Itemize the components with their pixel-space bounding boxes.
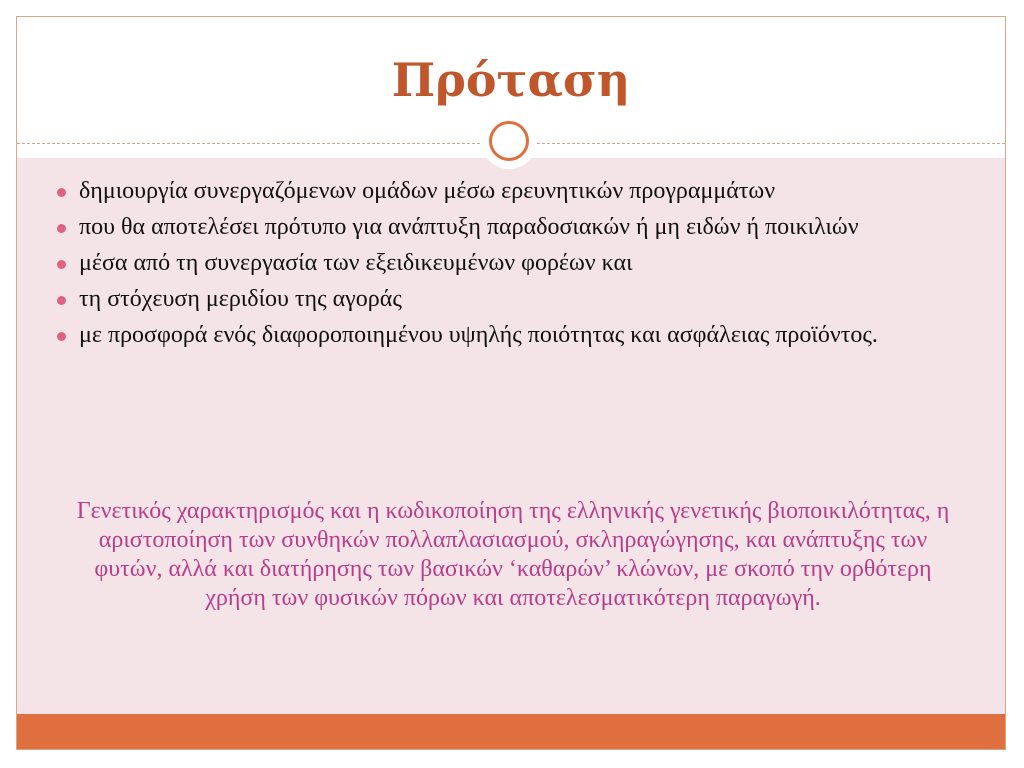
bullet-dot-icon (57, 332, 66, 341)
bullet-dot-icon (57, 188, 66, 197)
bullet-item (53, 285, 953, 313)
bullet-text: δημιουργία συνεργαζόμενων ομάδων μέσω ερευνητικών προγραμμάτων (79, 178, 776, 204)
bullet-dot-icon (57, 260, 66, 269)
bullet-text: μέσα από τη συνεργασία των εξειδικευμένων φορέων και (79, 250, 633, 276)
ring-ornament-icon (481, 113, 537, 169)
bullet-item (53, 177, 953, 205)
bullet-text: τη στόχευση μεριδίου της αγοράς (79, 286, 402, 312)
bullet-item (53, 213, 953, 241)
footer-bar (17, 714, 1005, 749)
bullet-dot-icon (57, 296, 66, 305)
highlight-paragraph: Γενετικός χαρακτηρισμός και η κωδικοποίηση της ελληνικής γενετικής βιοποικιλότητας, η αριστοποίηση των συνθηκών πολλαπλασιασμού, σκληραγώγησης, και ανάπτυξης των φυτών, αλλά και διατήρησης των βασικών ‘καθαρών’ κλώνων, με σκοπό την ορθότερη χρήση των φυσικών πόρων και αποτελεσματικότερη παραγωγή. (76, 498, 950, 611)
bullet-text: που θα αποτελέσει πρότυπο για ανάπτυξη παραδοσιακών ή μη ειδών ή ποικιλιών (79, 214, 859, 240)
bullet-item (53, 321, 953, 349)
slide (16, 16, 1006, 750)
bullet-list (53, 177, 953, 357)
bullet-item (53, 249, 953, 277)
bullet-text: με προσφορά ενός διαφοροποιημένου υψηλής ποιότητας και ασφάλειας προϊόντος. (79, 322, 878, 348)
slide-title: Πρόταση (391, 53, 631, 107)
bullet-dot-icon (57, 224, 66, 233)
ornament-ring (489, 121, 529, 161)
